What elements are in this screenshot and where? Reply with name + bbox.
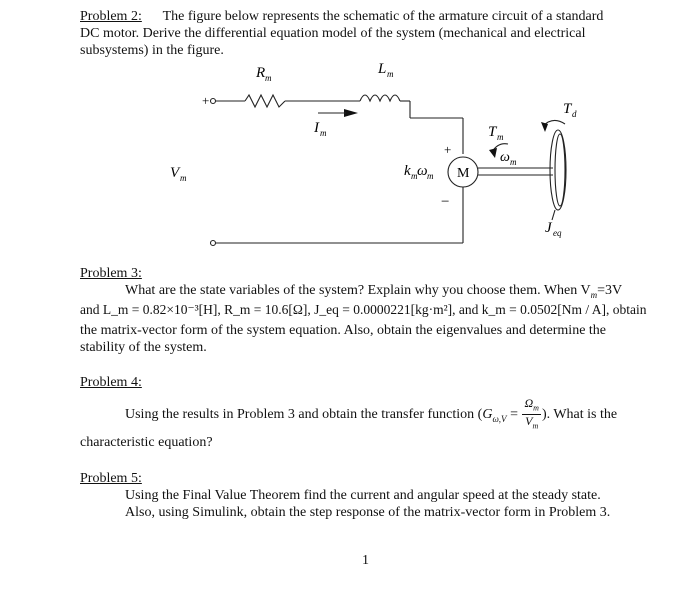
problem4-tf-num-sub: m (533, 403, 539, 413)
omega-label: ω (500, 150, 510, 165)
jeq-label: J (545, 220, 552, 236)
lm-sub: m (387, 69, 394, 79)
problem4-tf-den-sub: m (532, 421, 539, 431)
im-label: I (314, 120, 319, 136)
problem5-text-line1: Using the Final Value Theorem find the current and angular speed at the steady state. (125, 488, 601, 503)
plus-motor-label: + (444, 142, 452, 157)
dc-motor-schematic (0, 60, 700, 260)
motor-label: M (457, 166, 470, 181)
im-sub: m (320, 128, 327, 138)
problem2-text-line1: The figure below represents the schematic of the armature circuit of a standard (162, 9, 604, 24)
problem2-text-line3: subsystems) in the figure. (80, 43, 224, 58)
problem3-text-line1: What are the state variables of the system? Explain why you choose them. When V (125, 283, 591, 298)
problem5-text-line2: Also, using Simulink, obtain the step response of the matrix-vector form in Problem 3. (125, 505, 611, 520)
problem4-line1: Using the results in Problem 3 and obtain the transfer function ($G_{\omega,V}$ = $\frac{\Omega_m}{V_m}$ ). What is the (125, 396, 618, 431)
vm-label: V (170, 165, 180, 181)
inertia-disk-inner (555, 134, 565, 206)
problem3-vm-sub: m (590, 289, 598, 300)
problem4-tf-lhs: G (482, 407, 493, 423)
problem3-text-line3: the matrix-vector form of the system equation. Also, obtain the eigenvalues and determine the (80, 323, 607, 338)
current-arrow (344, 109, 358, 117)
back-emf-omega-sub: m (427, 171, 434, 181)
td-sub: d (572, 109, 577, 119)
tm-label: T (488, 124, 497, 140)
resistor-symbol (245, 95, 285, 107)
td-label: T (563, 101, 572, 117)
problem2-line1 (80, 8, 603, 26)
back-emf-k: k (404, 163, 411, 179)
back-emf-k-sub: m (411, 171, 418, 181)
omega-sub: m (510, 157, 517, 167)
td-arrowhead (541, 122, 548, 132)
tm-sub: m (497, 132, 504, 142)
problem2-heading: Problem 2: (80, 9, 142, 24)
plus-top-label: + (202, 93, 210, 108)
inductor-symbol (360, 95, 400, 101)
back-emf-omega: ω (417, 163, 428, 179)
lm-label: L (378, 61, 387, 77)
problem4-tf-num: Ω (524, 396, 534, 410)
minus-motor-label: − (441, 194, 450, 210)
problem3-text-line4: stability of the system. (80, 340, 207, 355)
rm-sub: m (265, 73, 272, 83)
problem3-text-line1-end: =3V (597, 283, 623, 298)
problem3-heading: Problem 3: (80, 266, 142, 281)
tm-arrowhead (489, 148, 497, 158)
vm-sub: m (180, 173, 187, 183)
jeq-leader (552, 210, 555, 220)
problem5-heading: Problem 5: (80, 471, 142, 486)
jeq-sub: eq (553, 228, 562, 238)
rm-label: R (256, 65, 266, 81)
problem4-tf-fraction (522, 397, 540, 433)
problem4-tf-den: V (525, 414, 533, 429)
problem4-heading: Problem 4: (80, 375, 142, 390)
problem2-text-line2: DC motor. Derive the differential equation model of the system (mechanical and electrical (80, 26, 586, 41)
terminal-top (211, 99, 216, 104)
terminal-bottom (211, 241, 216, 246)
problem4-text-line2: characteristic equation? (80, 435, 213, 450)
problem3-text-line2: and L_m = 0.82×10⁻³[H], R_m = 10.6[Ω], J_eq = 0.0000221[kg·m²], and k_m = 0.0502[Nm / A], obtain (80, 302, 647, 317)
problem4-tf-lhs-sub: ω,V (492, 413, 507, 424)
problem4-text-line1: Using the results in Problem 3 and obtain the transfer function ( (125, 407, 483, 423)
problem4-text-line1-end: ). What is the (541, 407, 618, 423)
page-number: 1 (362, 553, 369, 568)
